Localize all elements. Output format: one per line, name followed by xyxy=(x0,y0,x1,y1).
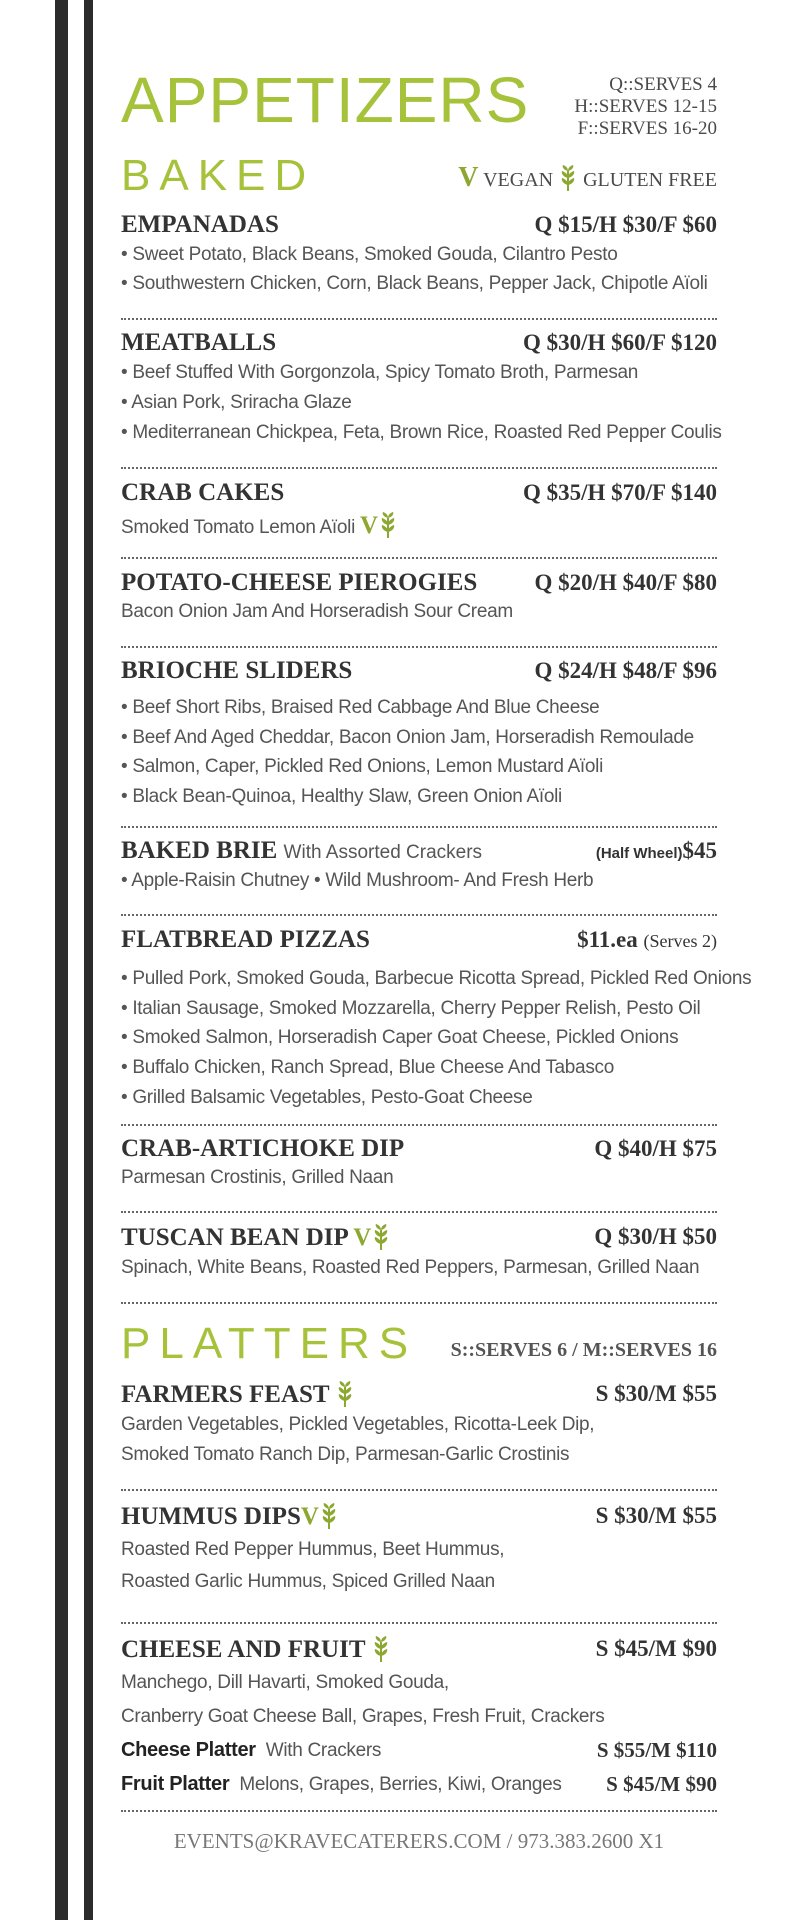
item-name-text: TUSCAN BEAN DIP xyxy=(121,1224,348,1251)
item-desc: • Asian Pork, Sriracha Glaze xyxy=(121,392,352,413)
item-name-text: HUMMUS DIPS xyxy=(121,1503,301,1530)
item-desc: • Southwestern Chicken, Corn, Black Beans, Pepper Jack, Chipotle Aïoli xyxy=(121,273,708,294)
divider xyxy=(121,1302,717,1304)
sub-item-note: With Crackers xyxy=(265,1740,382,1761)
divider xyxy=(121,318,717,320)
vegan-label: VEGAN xyxy=(483,169,554,191)
divider xyxy=(121,1810,717,1812)
vegan-icon: V xyxy=(360,512,378,539)
divider xyxy=(121,1489,717,1491)
item-price-pierogies: Q $20/H $40/F $80 xyxy=(534,570,717,595)
item-name-crab-dip: CRAB-ARTICHOKE DIP xyxy=(121,1135,405,1162)
item-desc: • Pulled Pork, Smoked Gouda, Barbecue Ricotta Spread, Pickled Red Onions xyxy=(121,968,752,989)
serves-q: Q::SERVES 4 xyxy=(609,74,717,95)
item-qualifier: (Serves 2) xyxy=(643,931,717,951)
item-price-flatbread xyxy=(577,928,717,951)
platters-serves: S::SERVES 6 / M::SERVES 16 xyxy=(450,1339,717,1361)
item-price-crab-cakes: Q $35/H $70/F $140 xyxy=(522,480,717,505)
item-desc: • Sweet Potato, Black Beans, Smoked Gouda, Cilantro Pesto xyxy=(121,244,618,265)
divider xyxy=(121,914,717,916)
item-price-farmers-feast: S $30/M $55 xyxy=(595,1381,717,1406)
section-title-platters: PLATTERS xyxy=(121,1319,418,1368)
item-name-meatballs: MEATBALLS xyxy=(121,329,277,356)
gluten-free-leaf-icon xyxy=(371,1224,391,1250)
item-desc: • Italian Sausage, Smoked Mozzarella, Cherry Pepper Relish, Pesto Oil xyxy=(121,998,701,1019)
item-price-text: $45 xyxy=(682,838,717,863)
contact-footer: EVENTS@KRAVECATERERS.COM / 973.383.2600 X1 xyxy=(173,1829,665,1853)
sub-item-name: Fruit Platter xyxy=(121,1773,230,1795)
divider xyxy=(121,826,717,828)
item-name-cheese-fruit xyxy=(121,1636,391,1662)
left-decorative-bar xyxy=(55,0,68,1920)
item-desc: Roasted Red Pepper Hummus, Beet Hummus, xyxy=(121,1539,505,1560)
serves-legend xyxy=(574,74,717,140)
gluten-free-leaf-icon xyxy=(378,512,398,538)
sub-item-cheese-platter xyxy=(121,1740,381,1760)
item-price-meatballs: Q $30/H $60/F $120 xyxy=(522,330,717,355)
item-desc: • Smoked Salmon, Horseradish Caper Goat Cheese, Pickled Onions xyxy=(121,1027,679,1048)
item-name-hummus xyxy=(121,1503,339,1529)
item-name-sliders: BRIOCHE SLIDERS xyxy=(121,657,353,684)
item-desc: • Beef And Aged Cheddar, Bacon Onion Jam, Horseradish Remoulade xyxy=(121,727,694,748)
gluten-free-leaf-icon xyxy=(371,1636,391,1662)
divider xyxy=(121,557,717,559)
item-desc: • Beef Stuffed With Gorgonzola, Spicy Tomato Broth, Parmesan xyxy=(121,362,639,383)
item-desc: Bacon Onion Jam And Horseradish Sour Cream xyxy=(121,601,513,622)
section-title-baked: BAKED xyxy=(121,151,316,200)
item-price-cheese-fruit: S $45/M $90 xyxy=(595,1636,717,1661)
item-name-text: FARMERS FEAST xyxy=(121,1381,330,1408)
divider xyxy=(121,646,717,648)
gluten-free-leaf-icon xyxy=(558,165,578,191)
item-desc: Smoked Tomato Ranch Dip, Parmesan-Garlic Crostinis xyxy=(121,1444,570,1465)
sub-item-fruit-platter xyxy=(121,1774,562,1794)
vegan-icon: V xyxy=(300,1503,319,1530)
left-decorative-bar-inner xyxy=(84,0,93,1920)
page-title: APPETIZERS xyxy=(121,64,530,136)
item-desc: Roasted Garlic Hummus, Spiced Grilled Naan xyxy=(121,1571,495,1592)
item-desc: Garden Vegetables, Pickled Vegetables, Ricotta-Leek Dip, xyxy=(121,1414,595,1435)
sub-item-name: Cheese Platter xyxy=(121,1739,256,1761)
item-name-baked-brie xyxy=(121,838,482,863)
divider xyxy=(121,1124,717,1126)
item-desc: • Black Bean-Quinoa, Healthy Slaw, Green Onion Aïoli xyxy=(121,786,562,807)
item-desc: Cranberry Goat Cheese Ball, Grapes, Fresh Fruit, Crackers xyxy=(121,1706,605,1727)
item-name-text: CHEESE AND FRUIT xyxy=(121,1636,366,1663)
item-desc: • Mediterranean Chickpea, Feta, Brown Rice, Roasted Red Pepper Coulis xyxy=(121,422,722,443)
item-price-sliders: Q $24/H $48/F $96 xyxy=(534,658,717,683)
diet-legend xyxy=(458,162,717,194)
item-desc: Parmesan Crostinis, Grilled Naan xyxy=(121,1167,394,1188)
item-desc: Manchego, Dill Havarti, Smoked Gouda, xyxy=(121,1672,449,1693)
divider xyxy=(121,1622,717,1624)
item-name-pierogies: POTATO-CHEESE PIEROGIES xyxy=(121,569,478,596)
item-price-empanadas: Q $15/H $30/F $60 xyxy=(534,212,717,237)
item-price-hummus: S $30/M $55 xyxy=(595,1503,717,1528)
gluten-free-leaf-icon xyxy=(335,1381,355,1407)
item-name-crab-cakes: CRAB CAKES xyxy=(121,479,285,506)
gluten-free-label: GLUTEN FREE xyxy=(583,169,717,191)
item-desc: • Buffalo Chicken, Ranch Spread, Blue Cheese And Tabasco xyxy=(121,1057,614,1078)
serves-f: F::SERVES 16-20 xyxy=(577,118,717,139)
item-price-bean-dip: Q $30/H $50 xyxy=(594,1224,717,1249)
divider xyxy=(121,1211,717,1213)
item-name-empanadas: EMPANADAS xyxy=(121,211,279,238)
sub-item-note: Melons, Grapes, Berries, Kiwi, Oranges xyxy=(239,1774,562,1795)
sub-item-price: S $45/M $90 xyxy=(606,1772,717,1796)
item-qualifier: (Half Wheel) xyxy=(595,845,683,862)
item-desc: • Beef Short Ribs, Braised Red Cabbage And Blue Cheese xyxy=(121,697,600,718)
item-name-bean-dip xyxy=(121,1224,391,1250)
item-price-crab-dip: Q $40/H $75 xyxy=(594,1136,717,1161)
item-desc-text: Smoked Tomato Lemon Aïoli xyxy=(121,517,356,538)
item-desc: • Salmon, Caper, Pickled Red Onions, Lemon Mustard Aïoli xyxy=(121,756,603,777)
serves-h: H::SERVES 12-15 xyxy=(574,96,717,117)
vegan-icon: V xyxy=(458,162,479,193)
item-name-farmers-feast xyxy=(121,1381,355,1407)
item-price-text: $11.ea xyxy=(577,927,638,952)
item-price-baked-brie xyxy=(596,839,717,862)
divider xyxy=(121,467,717,469)
item-note: With Assorted Crackers xyxy=(283,842,483,863)
item-desc xyxy=(121,512,398,538)
item-name-text: BAKED BRIE xyxy=(121,837,278,864)
item-desc: • Apple-Raisin Chutney • Wild Mushroom- And Fresh Herb xyxy=(121,870,594,891)
item-desc: • Grilled Balsamic Vegetables, Pesto-Goat Cheese xyxy=(121,1087,533,1108)
item-name-flatbread: FLATBREAD PIZZAS xyxy=(121,926,370,953)
item-desc: Spinach, White Beans, Roasted Red Peppers, Parmesan, Grilled Naan xyxy=(121,1257,700,1278)
sub-item-price: S $55/M $110 xyxy=(596,1738,717,1762)
gluten-free-leaf-icon xyxy=(319,1503,339,1529)
vegan-icon: V xyxy=(353,1224,372,1251)
